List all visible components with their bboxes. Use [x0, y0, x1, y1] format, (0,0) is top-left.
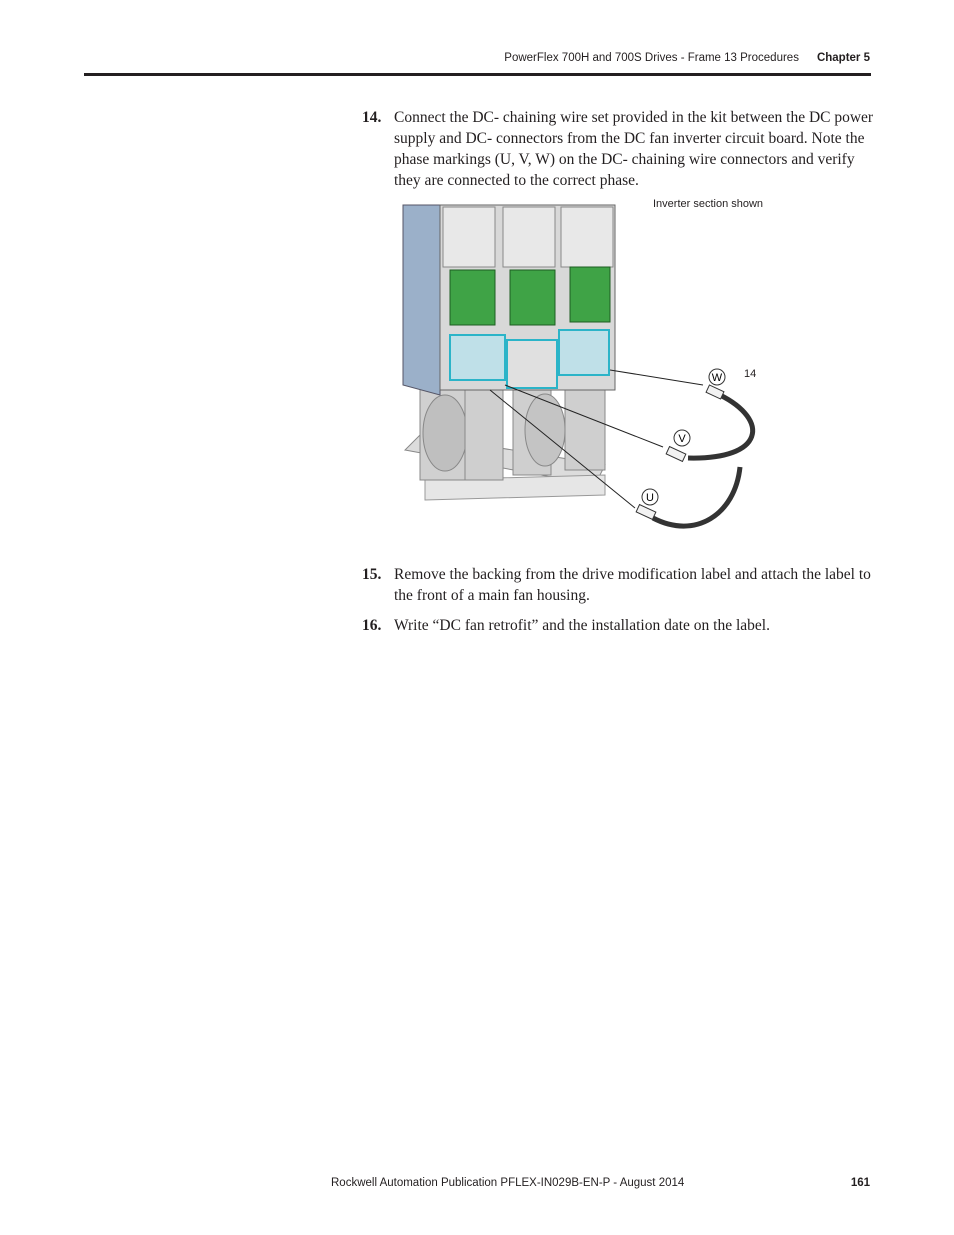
- step-text: Remove the backing from the drive modification label and attach the label to the front of a main fan housing.: [394, 566, 871, 604]
- inverter-illustration: [395, 195, 775, 540]
- step-number: 16.: [362, 617, 382, 634]
- figure-callout: 14: [744, 368, 757, 380]
- step-text: Write “DC fan retrofit” and the installation date on the label.: [394, 617, 770, 634]
- page-number: 161: [850, 1177, 870, 1189]
- phase-label-u: U: [646, 492, 654, 504]
- phase-label-v: V: [678, 433, 686, 445]
- phase-label-w: W: [711, 372, 723, 384]
- header-title: PowerFlex 700H and 700S Drives - Frame 13 Procedures: [504, 52, 799, 64]
- header-chapter: Chapter 5: [816, 52, 870, 64]
- step-number: 14.: [362, 109, 382, 126]
- step-16: [362, 615, 874, 636]
- step-text: Connect the DC- chaining wire set provided in the kit between the DC power supply and DC- connectors from the DC fan inverter circuit board. Note the phase markings (U, V, W) on the DC- chaining wire connectors and verify they are connected to the correct phase.: [394, 109, 874, 189]
- footer-publication: Rockwell Automation Publication PFLEX-IN029B-EN-P - August 2014: [331, 1177, 685, 1189]
- page-header: [504, 52, 870, 64]
- step-15: [362, 564, 874, 606]
- figure-caption: Inverter section shown: [653, 198, 764, 210]
- step-14: [362, 107, 874, 191]
- step-number: 15.: [362, 566, 382, 583]
- header-rule: [84, 73, 871, 76]
